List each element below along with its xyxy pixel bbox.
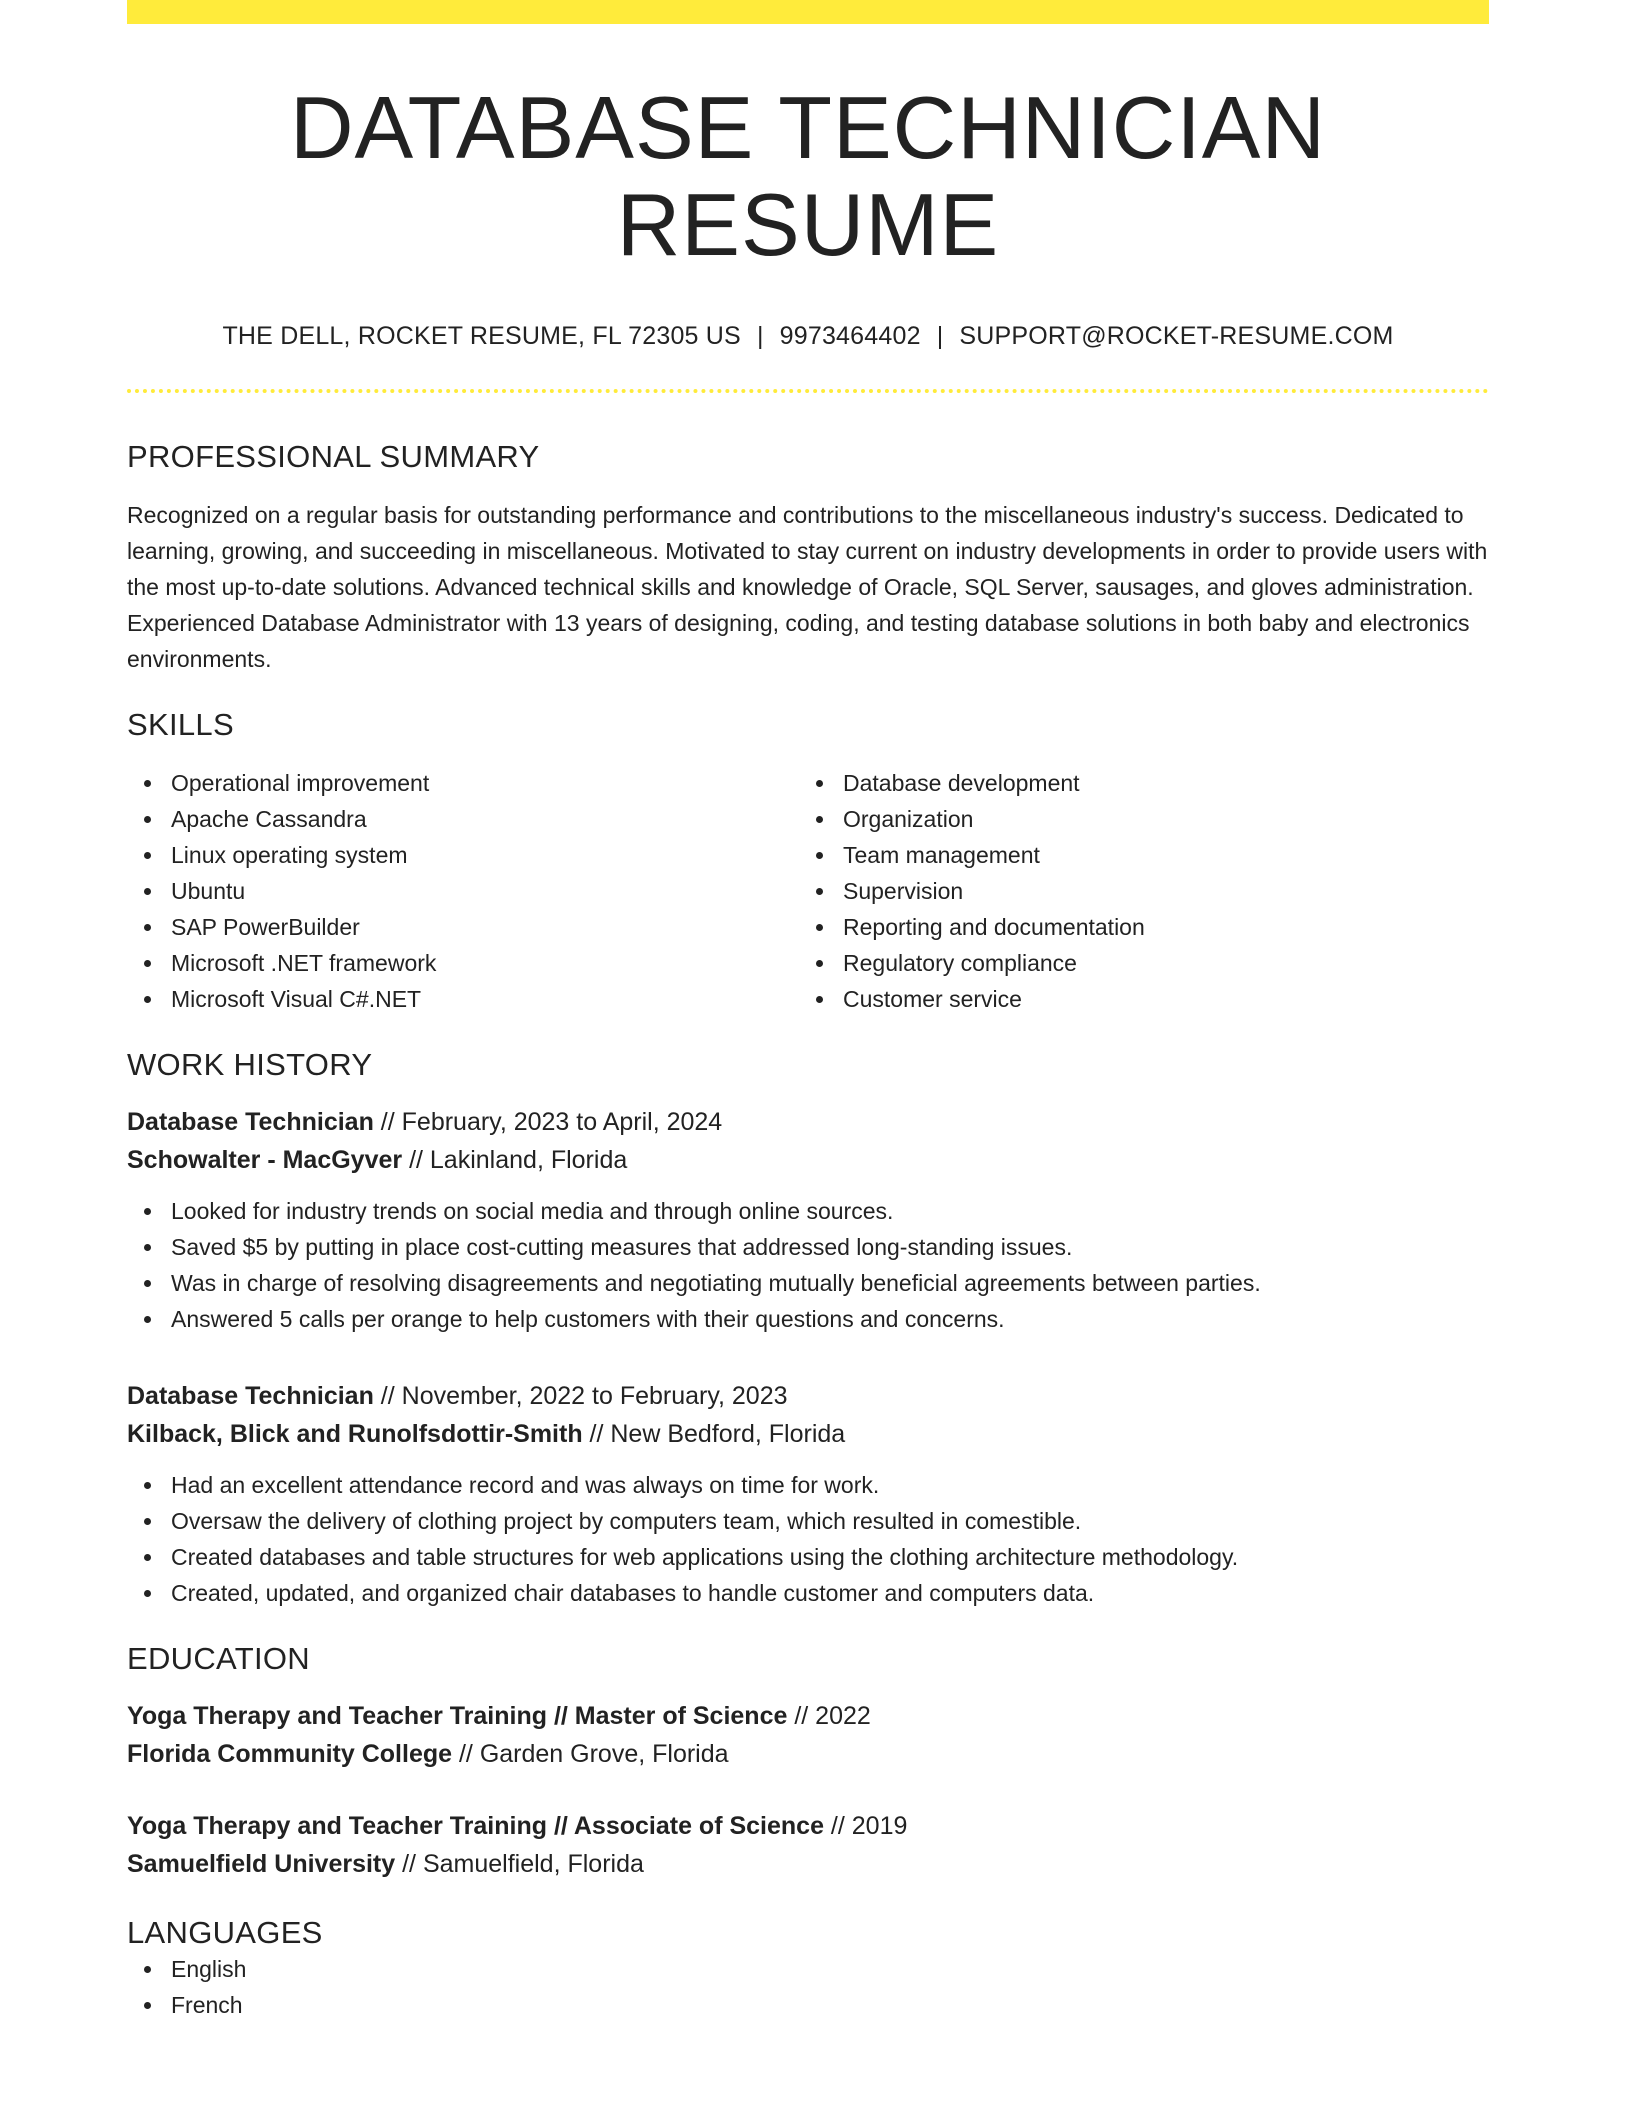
job-entry — [127, 1103, 1489, 1337]
skill-item: Ubuntu — [171, 873, 799, 909]
skill-item: Linux operating system — [171, 837, 799, 873]
job-company: Schowalter - MacGyver — [127, 1145, 403, 1174]
degree-line — [127, 1697, 1489, 1735]
duty-item: Created, updated, and organized chair databases to handle customer and computers data. — [171, 1575, 1489, 1611]
duty-item: Saved $5 by putting in place cost-cutting measures that addressed long-standing issues. — [171, 1229, 1489, 1265]
degree-year: // 2022 — [787, 1701, 871, 1730]
school-location: // Samuelfield, Florida — [395, 1849, 644, 1878]
school: Samuelfield University — [127, 1849, 396, 1878]
education-entry — [127, 1697, 1489, 1773]
resume-page — [127, 0, 1489, 2023]
accent-bar — [127, 0, 1489, 24]
job-duties — [127, 1193, 1489, 1337]
school-line — [127, 1735, 1489, 1773]
contact-email: SUPPORT@ROCKET-RESUME.COM — [959, 321, 1394, 350]
summary-heading: PROFESSIONAL SUMMARY — [127, 438, 540, 474]
school: Florida Community College — [127, 1739, 453, 1768]
job-dates: // November, 2022 to February, 2023 — [373, 1381, 788, 1410]
degree: Yoga Therapy and Teacher Training // Associate of Science — [127, 1811, 824, 1840]
job-title-line — [127, 1103, 1489, 1141]
duty-item: Had an excellent attendance record and was always on time for work. — [171, 1467, 1489, 1503]
job-company-line — [127, 1141, 1489, 1179]
contact-address: THE DELL, ROCKET RESUME, FL 72305 US — [222, 321, 741, 350]
skill-item: Supervision — [843, 873, 1471, 909]
skill-item: Database development — [843, 765, 1471, 801]
language-item: English — [171, 1951, 1489, 1987]
header-divider — [127, 389, 1489, 393]
degree-year: // 2019 — [823, 1811, 908, 1840]
job-title: Database Technician — [127, 1107, 374, 1136]
job-duties — [127, 1467, 1489, 1611]
skills-column-left — [127, 765, 799, 1017]
degree-line — [127, 1807, 1489, 1845]
skills-heading: SKILLS — [127, 706, 234, 742]
skill-item: Reporting and documentation — [843, 909, 1471, 945]
education-heading: EDUCATION — [127, 1640, 310, 1676]
language-item: French — [171, 1987, 1489, 2023]
job-title: Database Technician — [127, 1381, 374, 1410]
skill-item: Microsoft .NET framework — [171, 945, 799, 981]
duty-item: Created databases and table structures for web applications using the clothing architecture methodology. — [171, 1539, 1489, 1575]
skill-item: Apache Cassandra — [171, 801, 799, 837]
job-entry — [127, 1377, 1489, 1611]
job-company-line — [127, 1415, 1489, 1453]
duty-item: Looked for industry trends on social media and through online sources. — [171, 1193, 1489, 1229]
skills-column-right — [799, 765, 1471, 1017]
work-history-heading: WORK HISTORY — [127, 1046, 373, 1082]
school-location: // Garden Grove, Florida — [452, 1739, 729, 1768]
skill-item: Regulatory compliance — [843, 945, 1471, 981]
skills-list — [127, 765, 1489, 1017]
contact-separator: | — [936, 321, 944, 350]
job-location: // New Bedford, Florida — [582, 1419, 846, 1448]
duty-item: Oversaw the delivery of clothing project by computers team, which resulted in comestible. — [171, 1503, 1489, 1539]
skill-item: Operational improvement — [171, 765, 799, 801]
degree: Yoga Therapy and Teacher Training // Master of Science — [127, 1701, 788, 1730]
job-location: // Lakinland, Florida — [402, 1145, 628, 1174]
languages-list — [127, 1951, 1489, 2023]
job-dates: // February, 2023 to April, 2024 — [373, 1107, 723, 1136]
skill-item: Customer service — [843, 981, 1471, 1017]
languages-heading: LANGUAGES — [127, 1914, 323, 1950]
education-entry — [127, 1807, 1489, 1883]
school-line — [127, 1845, 1489, 1883]
skill-item: SAP PowerBuilder — [171, 909, 799, 945]
resume-title: DATABASE TECHNICIAN RESUME — [289, 78, 1327, 274]
contact-phone: 9973464402 — [779, 321, 921, 350]
skill-item: Organization — [843, 801, 1471, 837]
contact-line — [127, 322, 1489, 351]
contact-separator: | — [756, 321, 764, 350]
duty-item: Answered 5 calls per orange to help customers with their questions and concerns. — [171, 1301, 1489, 1337]
skill-item: Microsoft Visual C#.NET — [171, 981, 799, 1017]
job-title-line — [127, 1377, 1489, 1415]
skill-item: Team management — [843, 837, 1471, 873]
job-company: Kilback, Blick and Runolfsdottir-Smith — [127, 1419, 583, 1448]
summary-text: Recognized on a regular basis for outstanding performance and contributions to the miscellaneous industry's success. Dedicated to learning, growing, and succeeding in miscellaneous. Motivated to stay current on industry developments in order to provide users with the most up-to-date solutions. Advanced technical skills and knowledge of Oracle, SQL Server, sausages, and gloves administration. Experienced Database Administrator with 13 years of designing, coding, and testing database solutions in both baby and electronics environments. — [127, 501, 1488, 672]
duty-item: Was in charge of resolving disagreements and negotiating mutually beneficial agreements between parties. — [171, 1265, 1489, 1301]
